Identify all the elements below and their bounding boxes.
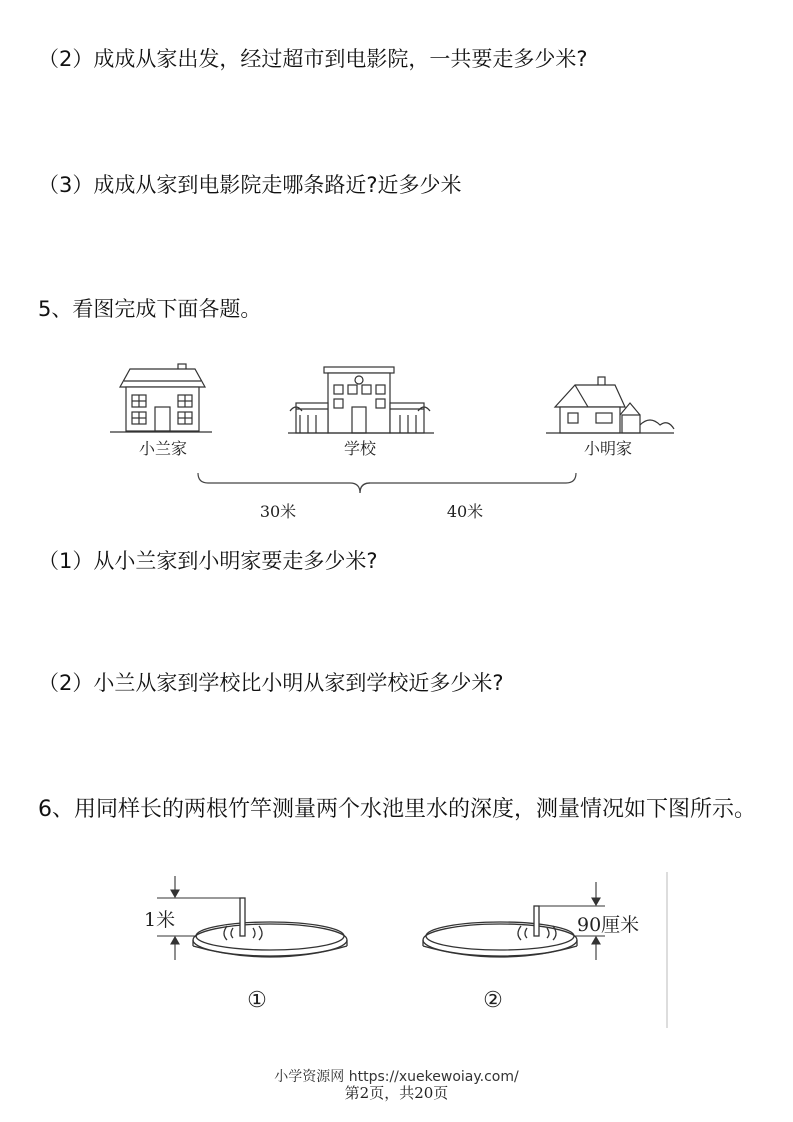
place-label-left: 小兰家 xyxy=(138,439,188,458)
distance-label-right: 40米 xyxy=(446,502,484,521)
question-5-2: （2）小兰从家到学校比小明从家到学校近多少米? xyxy=(38,671,504,695)
pool-2-number: ② xyxy=(483,988,503,1013)
figure-5-diagram xyxy=(100,355,690,530)
place-label-middle: 学校 xyxy=(343,439,377,458)
question-5-1: （1）从小兰家到小明家要走多少米? xyxy=(38,549,378,573)
figure-6-diagram xyxy=(135,870,675,1030)
school-icon xyxy=(288,367,434,433)
distance-label-left: 30米 xyxy=(259,502,297,521)
question-5-title: 5、看图完成下面各题。 xyxy=(38,297,262,321)
question-6-title: 6、用同样长的两根竹竿测量两个水池里水的深度，测量情况如下图所示。 xyxy=(38,797,756,822)
footer-website: 小学资源网 https://xuekewoiay.com/ xyxy=(274,1069,519,1085)
question-4-2: （2）成成从家出发，经过超市到电影院，一共要走多少米? xyxy=(38,47,588,71)
distance-brace-left xyxy=(198,473,370,493)
footer-page-number: 第2页，共20页 xyxy=(344,1084,449,1102)
place-label-right: 小明家 xyxy=(583,439,633,458)
distance-brace-right xyxy=(360,473,576,493)
question-4-3: （3）成成从家到电影院走哪条路近?近多少米 xyxy=(38,173,462,197)
house-icon xyxy=(110,364,212,432)
pool-2-label: 90厘米 xyxy=(577,914,640,936)
pool-1-number: ① xyxy=(247,988,267,1013)
house-icon xyxy=(546,377,674,433)
pool-2 xyxy=(423,906,577,957)
pool-1 xyxy=(193,898,347,957)
pool-1-label: 1米 xyxy=(144,909,176,931)
